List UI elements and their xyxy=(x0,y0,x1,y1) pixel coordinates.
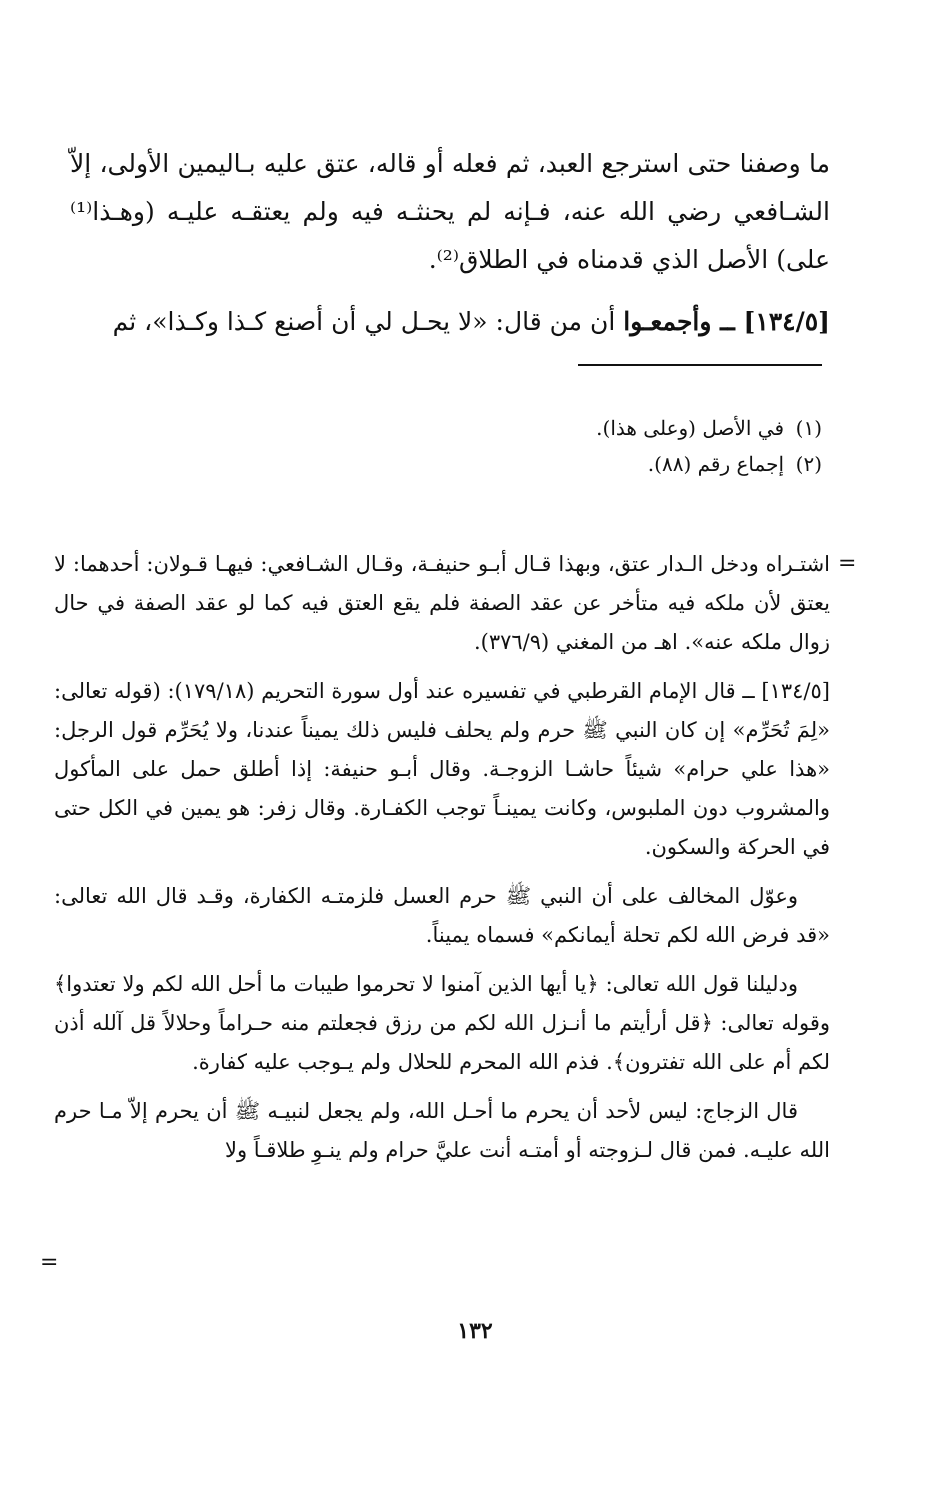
footnote-number: (٢) xyxy=(795,452,822,476)
page-number: ١٣٢ xyxy=(457,1318,493,1344)
footnote-2 xyxy=(222,446,822,482)
footnotes xyxy=(222,410,822,482)
commentary-paragraph-2: [١٣٤/٥] ــ قال الإمام القرطبي في تفسيره عند أول سورة التحريم (١٧٩/١٨): (قوله تعالى: «لِمَ تُحَرِّم» إن كان النبي ﷺ حرم ولم يحلف فليس ذلك يميناً عندنا، ولا يُحَرِّم قول الرجل: «هذا علي حرام» شيئاً حاشـا الزوجـة. وقال أبـو حنيفة: إذا أطلق حمل على المأكول والمشروب دون الملبوس، وكانت يمينـاً توجب الكفـارة. وقال زفر: هو يمين في الكل حتى في الحركة والسكون. xyxy=(54,679,830,859)
footnote-text: في الأصل (وعلى هذا). xyxy=(596,416,784,440)
main-text xyxy=(70,140,830,360)
commentary-paragraph-1: اشتـراه ودخل الـدار عتق، وبهذا قـال أبـو حنيفـة، وقـال الشـافعي: فيهـا قـولان: أحدهما: لا يعتق لأن ملكه فيه متأخر عن عقد الصفة فلم يقع العتق فيه كما لو عقد الصفة في حال زوال ملكه عنه». اهـ من المغني (٣٧٦/٩). xyxy=(54,552,830,654)
commentary-paragraph-5: قال الزجاج: ليس لأحد أن يحرم ما أحـل الله، ولم يجعل لنبيـه ﷺ أن يحرم إلاّ مـا حرم الله عليـه. فمن قال لـزوجته أو أمتـه أنت عليَّ حرام ولم ينـوِ طلاقـاً ولا xyxy=(54,1099,830,1162)
continuation-mark-start: = xyxy=(838,551,857,576)
main-paragraph-2-text: أن من قال: «لا يحـل لي أن أصنع كـذا وكـذا»، ثم xyxy=(112,307,624,336)
section-heading: [١٣٤/٥] ــ وأجمعـوا xyxy=(623,307,830,336)
main-paragraph-1: ما وصفنا حتى استرجع العبد، ثم فعله أو قاله، عتق عليه بـاليمين الأولى، إلاّ الشـافعي رضي الله عنه، فـإنه لم يحنثـه فيه ولم يعتقـه عليـه (وهـذا⁽¹⁾ على) الأصل الذي قدمناه في الطلاق⁽²⁾. xyxy=(70,149,830,274)
footnote-text: إجماع رقم (٨٨). xyxy=(647,452,784,476)
commentary-paragraph-3: وعوّل المخالف على أن النبي ﷺ حرم العسل فلزمتـه الكفارة، وقـد قال الله تعالى: «قد فرض الله لكم تحلة أيمانكم» فسماه يميناً. xyxy=(54,884,830,947)
footnote-1 xyxy=(222,410,822,446)
commentary xyxy=(54,545,830,1180)
commentary-paragraph-4: ودليلنا قول الله تعالى: ﴿يا أيها الذين آمنوا لا تحرموا طيبات ما أحل الله لكم ولا تعتدوا﴾ وقوله تعالى: ﴿قل أرأيتم ما أنـزل الله لكم من رزق فجعلتم منه حـراماً وحلالاً قل آلله أذن لكم أم على الله تفترون﴾. فذم الله المحرم للحلال ولم يـوجب عليه كفارة. xyxy=(54,972,830,1074)
continuation-mark-end: = xyxy=(40,1250,59,1275)
footnote-separator xyxy=(578,364,822,366)
main-paragraph-2 xyxy=(70,298,830,346)
footnote-number: (١) xyxy=(795,416,822,440)
